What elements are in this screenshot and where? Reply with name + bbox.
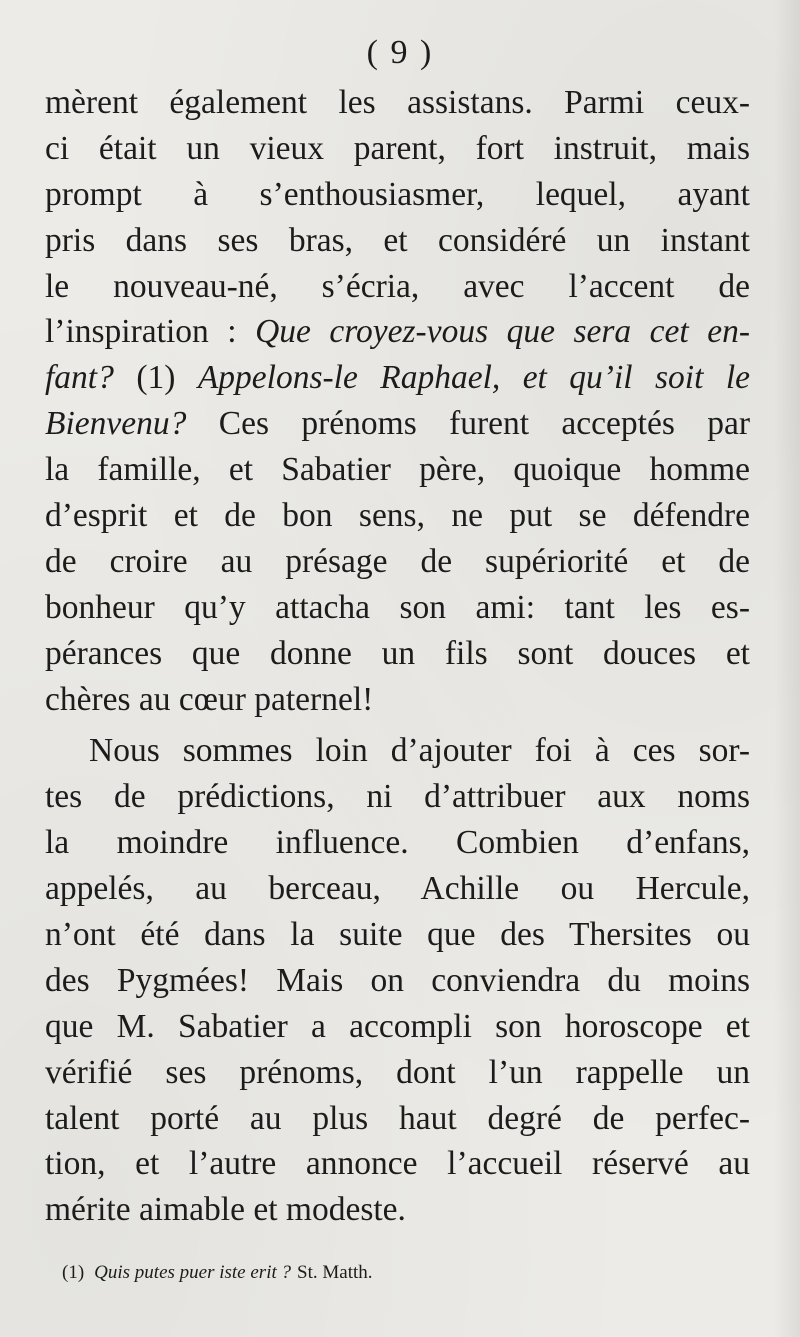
text-line: n’ont été dans la suite que des Thersites ou xyxy=(45,916,750,954)
text-line: la moindre influence. Combien d’enfans, xyxy=(45,824,750,862)
text-line: d’esprit et de bon sens, ne put se défendre xyxy=(45,497,750,535)
text-line: que M. Sabatier a accompli son horoscope et xyxy=(45,1007,750,1045)
text-segment: l’inspiration : xyxy=(45,313,237,351)
italic-quote: Appelons-le Raphael, et qu’il soit le xyxy=(197,359,751,397)
text-line: bonheur qu’y attacha son ami: tant les es- xyxy=(45,588,750,626)
text-line: pris dans ses bras, et considéré un instant xyxy=(45,221,750,259)
footnote-source: St. Matth. xyxy=(297,1262,373,1283)
text-line: Nous sommes loin d’ajouter foi à ces sor- xyxy=(89,732,750,770)
text-line: de croire au présage de supériorité et de xyxy=(45,542,750,580)
text-line: le nouveau-né, s’écria, avec l’accent de xyxy=(45,267,750,305)
text-line: tes de prédictions, ni d’attribuer aux noms xyxy=(45,778,750,816)
text-line xyxy=(45,309,750,355)
text-line: mérite aimable et modeste. xyxy=(45,1191,406,1229)
italic-quote: Bienvenu? xyxy=(45,405,187,443)
page-edge-shadow xyxy=(774,0,800,1337)
text-line: appelés, au berceau, Achille ou Hercule, xyxy=(45,870,750,908)
text-line: pérances que donne un fils sont douces et xyxy=(45,634,750,672)
text-line: talent porté au plus haut degré de perfec- xyxy=(45,1099,750,1137)
text-line xyxy=(45,355,750,401)
text-line: des Pygmées! Mais on conviendra du moins xyxy=(45,961,750,999)
text-line xyxy=(45,401,750,447)
footnote xyxy=(62,1262,373,1284)
text-line: ci était un vieux parent, fort instruit, mais xyxy=(45,129,750,167)
text-line: vérifié ses prénoms, dont l’un rappelle un xyxy=(45,1053,750,1091)
footnote-marker: (1) xyxy=(136,359,176,397)
text-line: prompt à s’enthousiasmer, lequel, ayant xyxy=(45,175,750,213)
text-line: mèrent également les assistans. Parmi ceux- xyxy=(45,84,750,121)
text-line: la famille, et Sabatier père, quoique homme xyxy=(45,451,750,489)
page-number: ( 9 ) xyxy=(366,34,434,71)
footnote-ref: (1) xyxy=(62,1262,85,1283)
text-line: chères au cœur paternel! xyxy=(45,680,374,718)
italic-quote: fant? xyxy=(45,359,114,397)
text-segment: Ces prénoms furent acceptés par xyxy=(218,405,750,443)
footnote-quote: Quis putes puer iste erit ? xyxy=(94,1262,292,1283)
main-text xyxy=(45,80,750,1233)
text-line: tion, et l’autre annonce l’accueil réservé au xyxy=(45,1145,750,1183)
italic-quote: Que croyez-vous que sera cet en- xyxy=(255,313,750,351)
